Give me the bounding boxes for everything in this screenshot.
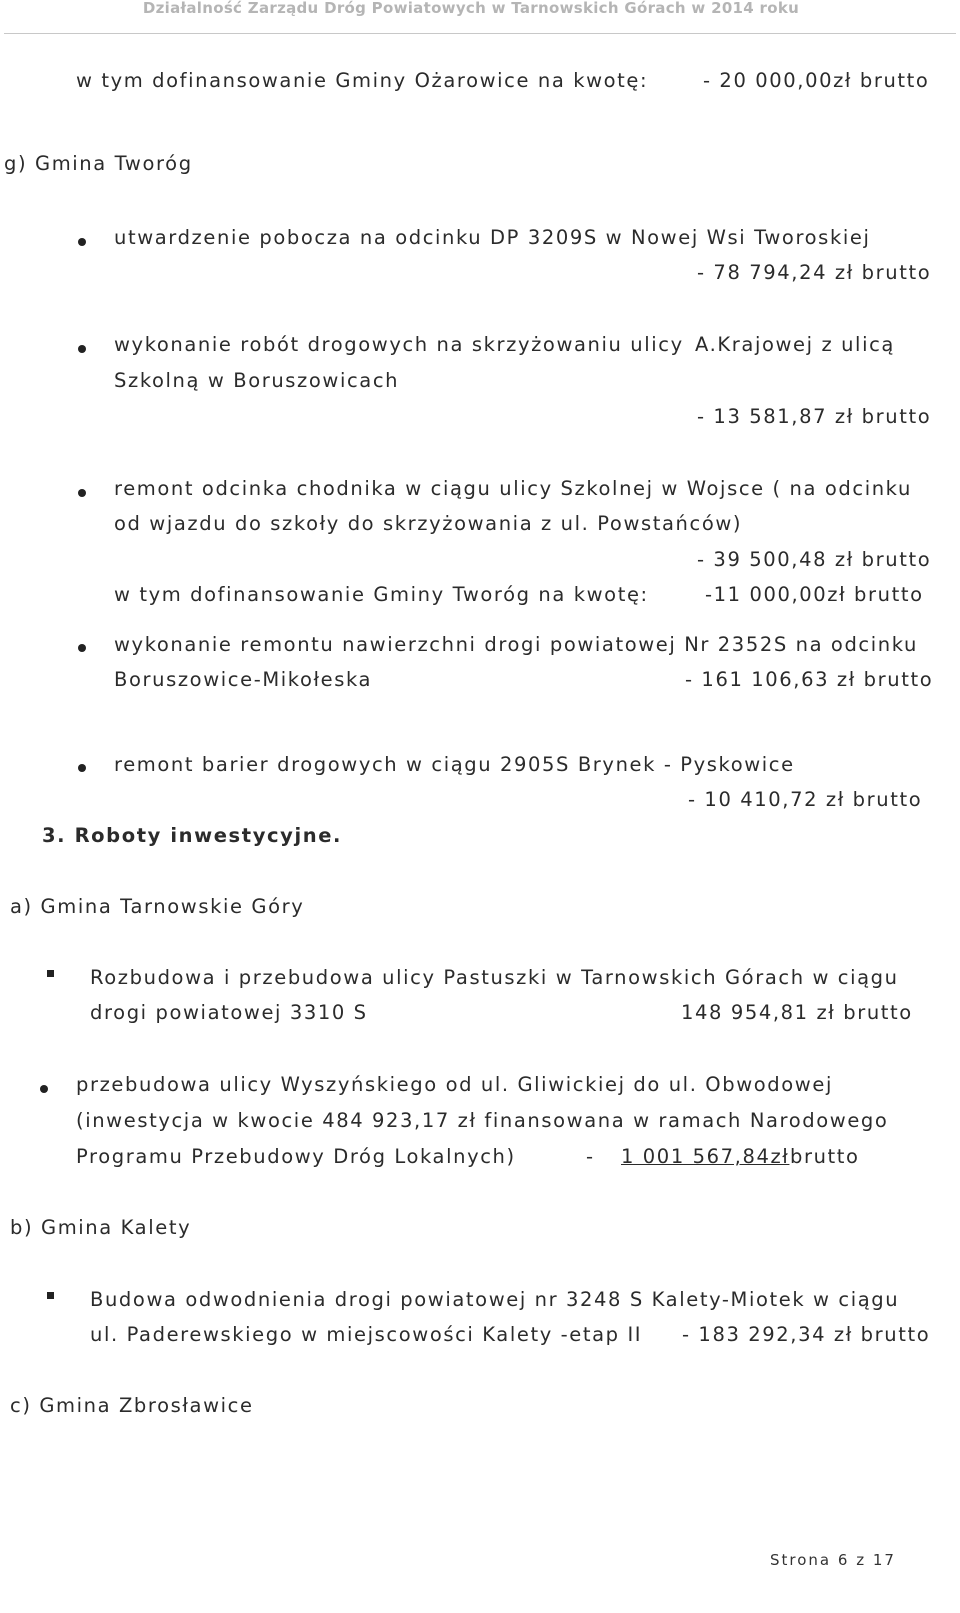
- item-pobocze-text: utwardzenie pobocza na odcinku DP 3209S w Nowej Wsi Tworoskiej: [114, 226, 871, 249]
- item-bariery-amount: - 10 410,72 zł brutto: [688, 788, 923, 811]
- item-chodnik-amount: - 39 500,48 zł brutto: [697, 548, 932, 571]
- item-nawierzchnia-text-b: Boruszowice-Mikołeska: [114, 668, 373, 691]
- item-wyszynskiego-text-c: Programu Przebudowy Dróg Lokalnych): [76, 1145, 516, 1168]
- item-skrzyzowanie-text-a: wykonanie robót drogowych na skrzyżowaniu ulicy: [114, 333, 684, 356]
- bullet-icon: [78, 238, 86, 246]
- item-bariery-text: remont barier drogowych w ciągu 2905S Brynek - Pyskowice: [114, 753, 795, 776]
- section-a-heading: a) Gmina Tarnowskie Góry: [10, 895, 305, 918]
- item-skrzyzowanie-amount: - 13 581,87 zł brutto: [697, 405, 932, 428]
- section-b-heading: b) Gmina Kalety: [10, 1216, 192, 1239]
- item-wyszynskiego-dash: -: [586, 1145, 595, 1168]
- item-nawierzchnia-amount: - 161 106,63 zł brutto: [685, 668, 934, 691]
- page-number: Strona 6 z 17: [770, 1551, 896, 1569]
- bullet-icon: [78, 764, 86, 772]
- bullet-icon: [78, 489, 86, 497]
- bullet-icon: [78, 644, 86, 652]
- header-rule: [4, 33, 956, 34]
- item-odwodnienie-amount: - 183 292,34 zł brutto: [682, 1323, 931, 1346]
- item-odwodnienie-text-a: Budowa odwodnienia drogi powiatowej nr 3248 S Kalety-Miotek w ciągu: [90, 1288, 900, 1311]
- header-title: Działalność Zarządu Dróg Powiatowych w Tarnowskich Górach w 2014 roku: [142, 0, 800, 17]
- item-wyszynskiego-suffix: brutto: [790, 1145, 860, 1168]
- bullet-icon: [78, 345, 86, 353]
- bullet-icon: [40, 1085, 48, 1093]
- cofinancing-ozarowice-amount: - 20 000,00zł brutto: [703, 69, 930, 92]
- item-pastuszki-text-a: Rozbudowa i przebudowa ulicy Pastuszki w Tarnowskich Górach w ciągu: [90, 966, 899, 989]
- item-skrzyzowanie-text-c: Szkolną w Boruszowicach: [114, 369, 400, 392]
- item-skrzyzowanie-text-b: A.Krajowej z ulicą: [695, 333, 895, 356]
- item-nawierzchnia-text-a: wykonanie remontu nawierzchni drogi powiatowej Nr 2352S na odcinku: [114, 633, 918, 656]
- item-chodnik-text-a: remont odcinka chodnika w ciągu ulicy Szkolnej w Wojsce ( na odcinku: [114, 477, 912, 500]
- item-wyszynskiego-amount: 1 001 567,84zł: [621, 1145, 790, 1168]
- item-wyszynskiego-text-a: przebudowa ulicy Wyszyńskiego od ul. Gliwickiej do ul. Obwodowej: [76, 1073, 833, 1096]
- square-bullet-icon: [47, 1292, 54, 1299]
- page-header: [0, 0, 960, 24]
- item-pastuszki-text-b: drogi powiatowej 3310 S: [90, 1001, 368, 1024]
- section-c-heading: c) Gmina Zbrosławice: [10, 1394, 254, 1417]
- cofinancing-tworog-text: w tym dofinansowanie Gminy Tworóg na kwotę:: [114, 583, 649, 606]
- section-3-heading: 3. Roboty inwestycyjne.: [42, 824, 343, 847]
- item-pobocze-amount: - 78 794,24 zł brutto: [697, 261, 932, 284]
- item-pastuszki-amount: 148 954,81 zł brutto: [681, 1001, 913, 1024]
- item-wyszynskiego-text-b: (inwestycja w kwocie 484 923,17 zł finansowana w ramach Narodowego: [76, 1109, 889, 1132]
- item-chodnik-text-b: od wjazdu do szkoły do skrzyżowania z ul. Powstańców): [114, 512, 743, 535]
- section-g-heading: g) Gmina Tworóg: [4, 152, 193, 175]
- cofinancing-ozarowice-text: w tym dofinansowanie Gminy Ożarowice na kwotę:: [76, 69, 649, 92]
- cofinancing-tworog-amount: -11 000,00zł brutto: [705, 583, 924, 606]
- square-bullet-icon: [47, 970, 54, 977]
- item-odwodnienie-text-b: ul. Paderewskiego w miejscowości Kalety -etap II: [90, 1323, 643, 1346]
